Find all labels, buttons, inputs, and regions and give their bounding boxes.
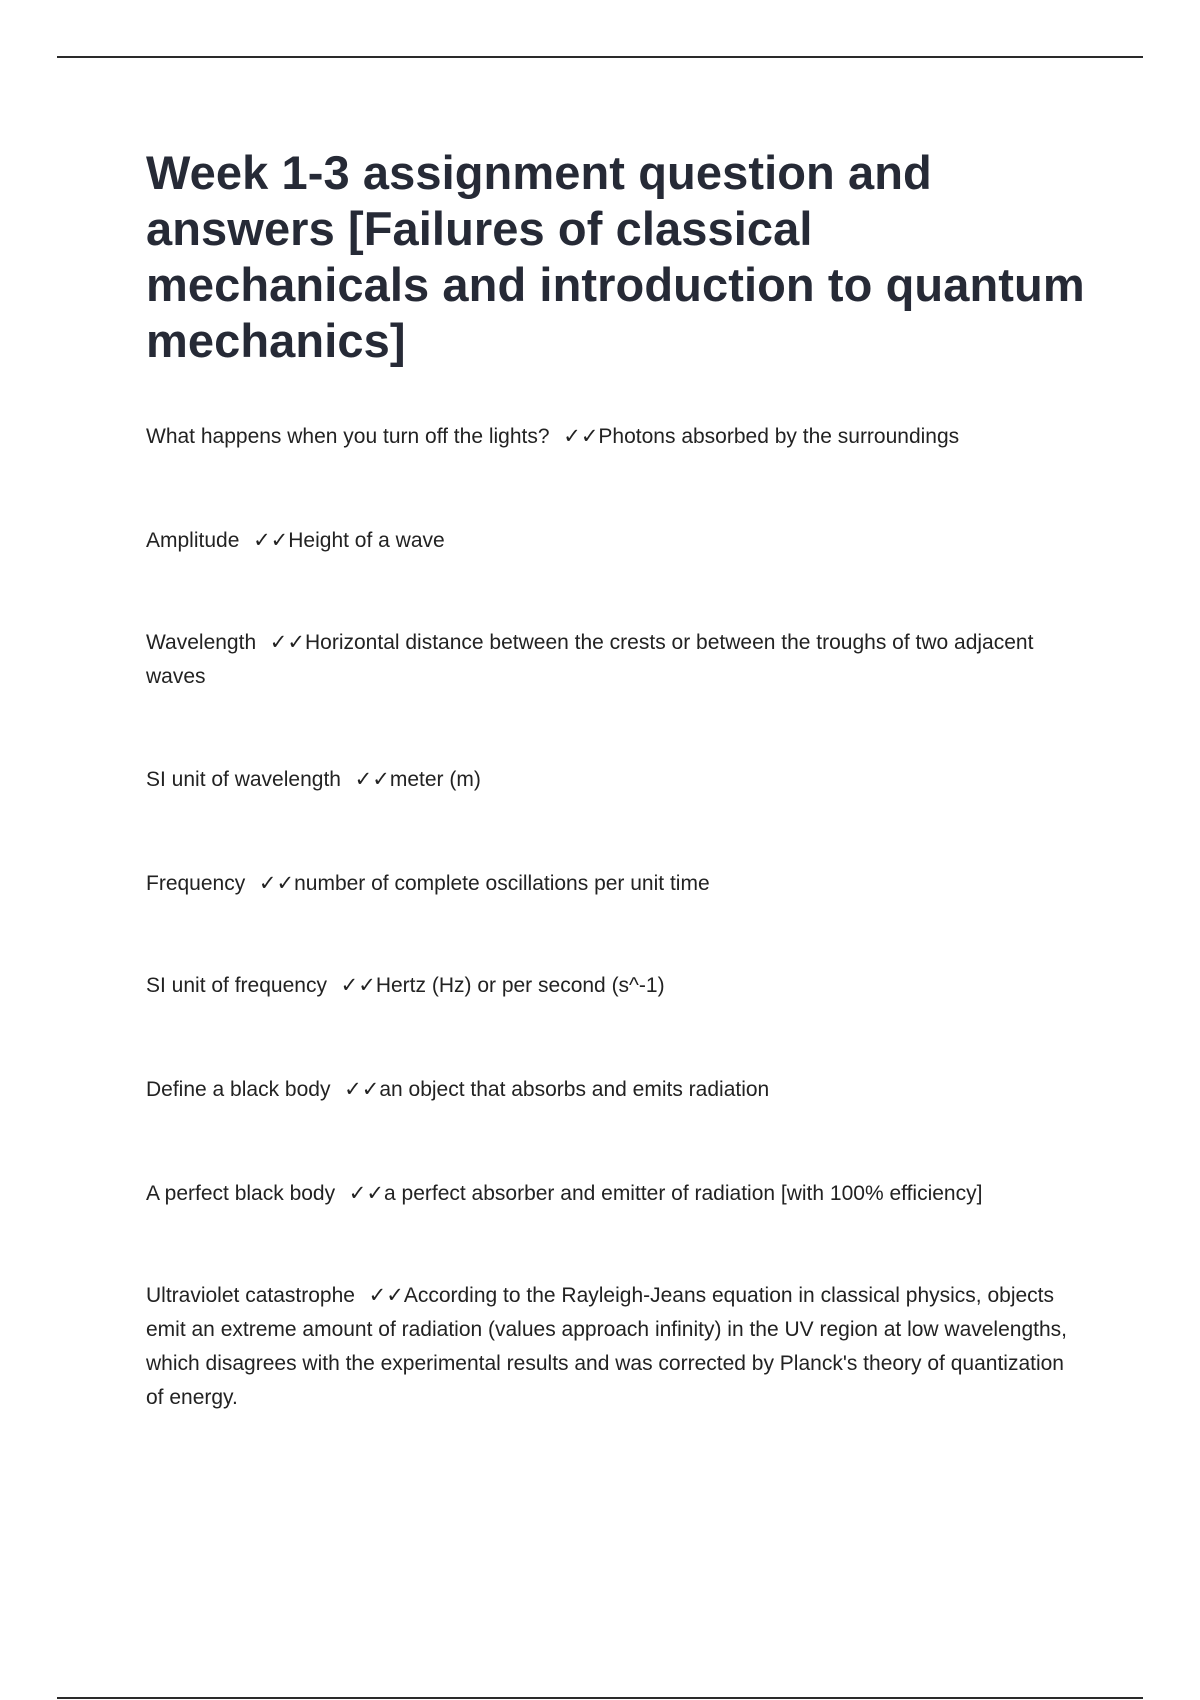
qa-term: A perfect black body: [146, 1182, 336, 1205]
qa-list: [146, 420, 1086, 1415]
qa-item: [146, 969, 1086, 1003]
qa-item: [146, 1279, 1086, 1415]
qa-term: Ultraviolet catastrophe: [146, 1284, 355, 1307]
bottom-divider: [57, 1697, 1143, 1699]
qa-term: Amplitude: [146, 529, 240, 552]
qa-answer: meter (m): [389, 768, 481, 791]
qa-item: [146, 524, 1086, 558]
qa-term: What happens when you turn off the lights?: [146, 425, 550, 448]
qa-item: [146, 420, 1086, 454]
qa-term: Frequency: [146, 872, 246, 895]
qa-answer: Horizontal distance between the crests or between the troughs of two adjacent waves: [146, 631, 1034, 688]
check-mark-icon: ✓✓: [258, 872, 295, 895]
qa-term: SI unit of frequency: [146, 974, 327, 997]
check-mark-icon: ✓✓: [368, 1284, 404, 1307]
qa-answer: Hertz (Hz) or per second (s^-1): [375, 974, 665, 997]
qa-answer: number of complete oscillations per unit time: [294, 872, 710, 895]
qa-term: SI unit of wavelength: [146, 768, 341, 791]
qa-term: Wavelength: [146, 631, 257, 654]
qa-item: [146, 626, 1086, 694]
qa-answer: an object that absorbs and emits radiation: [379, 1078, 770, 1101]
check-mark-icon: ✓✓: [340, 974, 376, 997]
top-divider: [57, 56, 1143, 58]
check-mark-icon: ✓✓: [348, 1182, 384, 1205]
qa-item: [146, 763, 1086, 797]
qa-answer: a perfect absorber and emitter of radiation [with 100% efficiency]: [384, 1182, 983, 1205]
check-mark-icon: ✓✓: [344, 1078, 380, 1101]
qa-item: [146, 1177, 1086, 1211]
qa-answer: Height of a wave: [288, 529, 445, 552]
qa-item: [146, 1073, 1086, 1107]
check-mark-icon: ✓✓: [354, 768, 390, 791]
qa-answer: According to the Rayleigh-Jeans equation in classical physics, objects emit an extreme amount of radiation (values approach infinity) in the UV region at low wavelengths, which disagrees with the experimental results and was corrected by Planck's theory of quantization of energy.: [146, 1284, 1067, 1409]
check-mark-icon: ✓✓: [563, 425, 599, 448]
qa-term: Define a black body: [146, 1078, 331, 1101]
document-body: [146, 145, 1086, 1415]
document-title: Week 1-3 assignment question and answers [Failures of classical mechanicals and introduction to quantum mechanics]: [146, 146, 1085, 367]
check-mark-icon: ✓✓: [253, 529, 289, 552]
qa-item: [146, 867, 1086, 901]
qa-answer: Photons absorbed by the surroundings: [598, 425, 960, 448]
check-mark-icon: ✓✓: [269, 631, 305, 654]
